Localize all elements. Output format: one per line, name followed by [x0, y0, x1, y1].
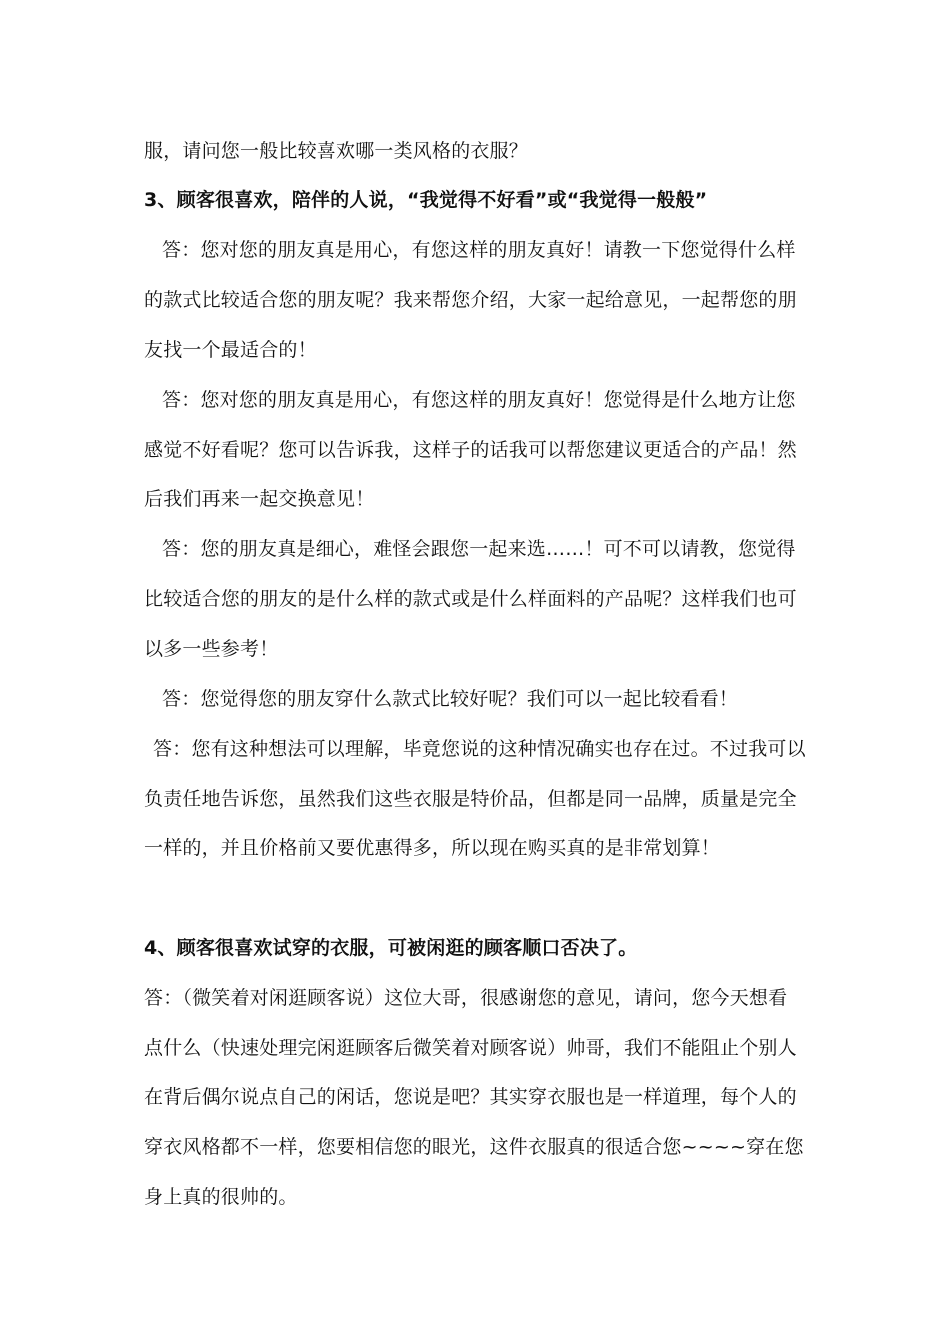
answer-line: 穿衣风格都不一样，您要相信您的眼光，这件衣服真的很适合您~~~~穿在您: [144, 1136, 804, 1158]
answer-line: 以多一些参考！: [144, 638, 279, 660]
answer-line: 友找一个最适合的！: [144, 339, 317, 361]
answer-line: 答：您对您的朋友真是用心，有您这样的朋友真好！您觉得是什么地方让您: [162, 389, 796, 411]
answer-line: 一样的，并且价格前又要优惠得多，所以现在购买真的是非常划算！: [144, 837, 721, 859]
answer-line: 在背后偶尔说点自己的闲话，您说是吧？其实穿衣服也是一样道理，每个人的: [144, 1086, 797, 1108]
answer-line: 答：（微笑着对闲逛顾客说）这位大哥，很感谢您的意见，请问，您今天想看: [144, 987, 788, 1009]
answer-line: 感觉不好看呢？您可以告诉我，这样子的话我可以帮您建议更适合的产品！然: [144, 439, 797, 461]
answer-line: 的款式比较适合您的朋友呢？我来帮您介绍，大家一起给意见，一起帮您的朋: [144, 289, 797, 311]
answer-line: 点什么（快速处理完闲逛顾客后微笑着对顾客说）帅哥，我们不能阻止个别人: [144, 1037, 797, 1059]
answer-line: 比较适合您的朋友的是什么样的款式或是什么样面料的产品呢？这样我们也可: [144, 588, 797, 610]
answer-line: 答：您有这种想法可以理解，毕竟您说的这种情况确实也存在过。不过我可以: [153, 738, 806, 760]
answer-line: 答：您对您的朋友真是用心，有您这样的朋友真好！请教一下您觉得什么样: [162, 239, 796, 261]
answer-line: 答：您的朋友真是细心，难怪会跟您一起来选……！可不可以请教，您觉得: [162, 538, 796, 560]
paragraph-line: 服，请问您一般比较喜欢哪一类风格的衣服？: [144, 140, 529, 162]
answer-line: 身上真的很帅的。: [144, 1186, 298, 1208]
section-heading-3: 3、顾客很喜欢，陪伴的人说，“我觉得不好看”或“我觉得一般般”: [144, 189, 708, 211]
answer-line: 负责任地告诉您，虽然我们这些衣服是特价品，但都是同一品牌，质量是完全: [144, 788, 797, 810]
answer-line: 后我们再来一起交换意见！: [144, 488, 375, 510]
answer-line: 答：您觉得您的朋友穿什么款式比较好呢？我们可以一起比较看看！: [162, 688, 739, 710]
section-heading-4: 4、顾客很喜欢试穿的衣服，可被闲逛的顾客顺口否决了。: [144, 937, 638, 959]
